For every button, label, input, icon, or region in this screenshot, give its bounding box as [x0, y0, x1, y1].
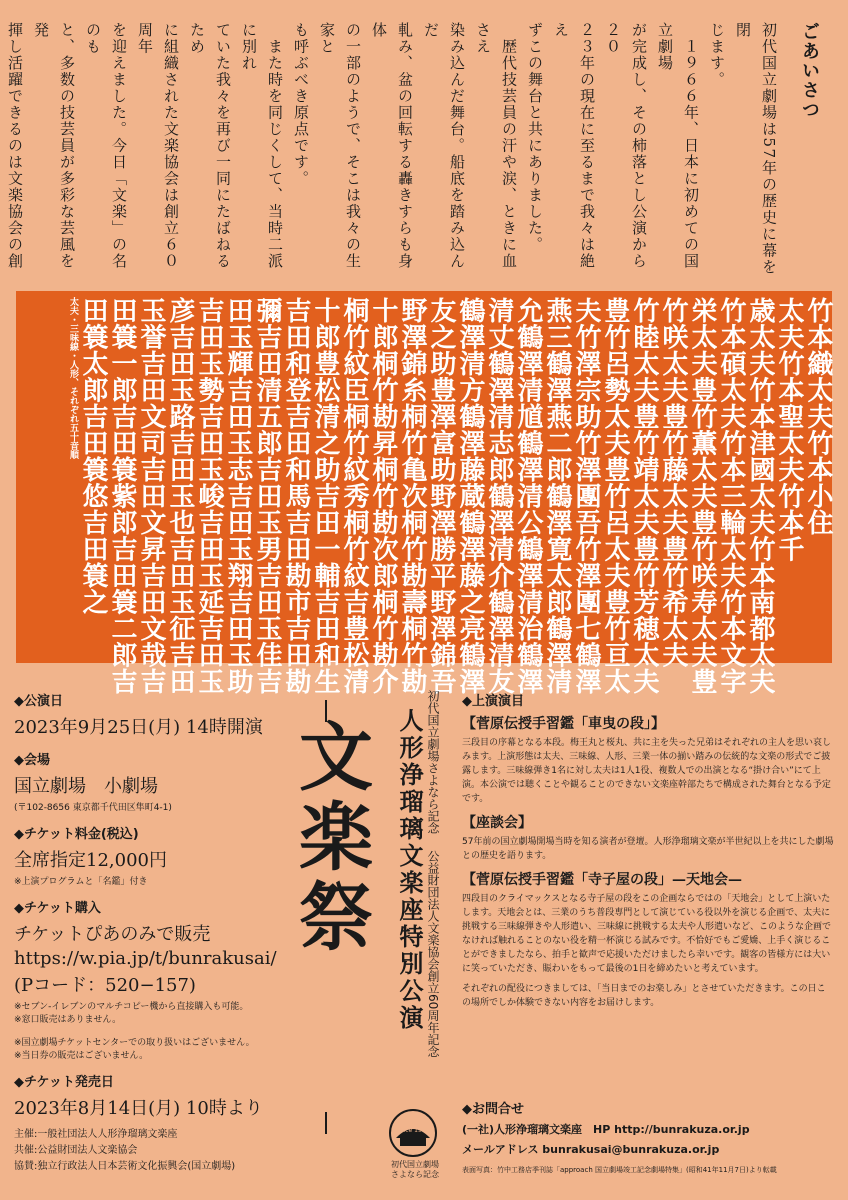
greeting-line: に組織された文楽協会は創立６０周年 — [136, 22, 180, 270]
greeting-line: ていた我々を再び一同にたばねるため — [188, 22, 232, 270]
performer-column: 十郎桐竹勘昇桐竹勘次郎桐竹勘介 — [368, 297, 398, 695]
greeting-line: 軋み、盆の回転する轟きすらも身体 — [370, 22, 414, 270]
greeting-line: と、多数の技芸員が多彩な芸風を発 — [32, 22, 76, 270]
performer-column: 田簑太郎吉田簑悠吉田簑之 — [78, 297, 108, 615]
performer-column: 清丈鶴澤清志郎鶴澤清介鶴澤清友 — [484, 297, 514, 695]
price-note: ※上演プログラムと「名鑑」付き — [14, 877, 148, 887]
co-organizer: 共催:公益財団法人文楽協会 — [14, 1145, 138, 1156]
performer-column: 太夫竹本聖太夫竹本千 — [774, 297, 804, 562]
event-info — [14, 690, 284, 1130]
performers-band — [16, 291, 833, 695]
subtitle-small-1: 初代国立劇場さよなら記念 — [426, 690, 440, 834]
organizers — [14, 1127, 284, 1175]
greeting-line: じます。 — [708, 22, 726, 88]
greeting-title: ごあいさつ — [799, 22, 820, 120]
performer-column: 彌吉田清五郎吉田玉男吉田玉佳吉 — [252, 297, 282, 695]
purchase-note-3: ※国立劇場チケットセンターでの取り扱いはございません。 — [14, 1038, 255, 1048]
greeting-line: ２３年の現在に至るまで我々は絶え — [552, 22, 596, 270]
purchase-method: チケットぴあのみで販売 — [14, 924, 211, 945]
program-desc-2: 57年前の国立劇場開場当時を知る演者が登壇。人形浄瑠璃文楽が半世紀以上を共にした劇場との歴史を語ります。 — [462, 837, 834, 861]
price-heading: ◆チケット料金(税込) — [14, 827, 139, 842]
performer-column: 豊竹呂勢太夫豊竹呂太夫豊竹亘太 — [600, 297, 630, 695]
release-heading: ◆チケット発売日 — [14, 1075, 114, 1090]
greeting-line: 揮し活躍できるのは文楽協会の創 — [6, 22, 24, 270]
contact-website[interactable]: (一社)人形浄瑠璃文楽座 HP http://bunrakuza.or.jp — [462, 1123, 750, 1136]
spacer — [14, 1025, 284, 1035]
performer-column: 十郎豊松清之助吉田一輔吉田和生 — [310, 297, 340, 695]
purchase-note-2: ※窓口販売はありません。 — [14, 1015, 122, 1025]
program-desc-1: 三段目の序幕となる本段。梅王丸と桜丸、共に主を失った兄弟はそれぞれの主人を思い哀しみます。上演形態は太夫、三味線、人形、三業一体の揃い踏みの伝統的な文楽の形式でご披露します。三味線弾き1名に対し太夫は1人1役、複数人での出演となる“掛け合い”にて上演。本公演では聴くことや観ることのできない文楽座幹部たちで構成された舞台となる予定です。 — [462, 738, 832, 804]
program-desc-3: 四段目のクライマックスとなる寺子屋の段をこの企画ならではの「天地会」として上演いたします。天地会とは、三業のうち普段専門として演じている役以外を演じる企画で、太夫に挑戦する三味線弾きや人形遣い、三味線に挑戦する太夫や人形遣いなど、このような企画でなければ触れることのない役を精一杯演じる試みです。不恰好でもご愛嬌、上手く演じることができましたなら、拍手と歓声で応援いただけましたら幸いです。観客の皆様方には大いに笑っていただき、賑わいをもって最後の1日を締めたいと考えています。 — [462, 894, 832, 974]
venue-heading: ◆会場 — [14, 753, 50, 768]
subtitle-1: 人形浄瑠璃文楽座特別公演 — [395, 708, 424, 1032]
greeting-section — [6, 22, 822, 278]
performer-column: 吉田和登吉田和馬吉田勘市吉田勘 — [281, 297, 311, 695]
performer-column: 吉田玉勢吉田玉峻吉田玉延吉田玉 — [194, 297, 224, 695]
title-line-bottom — [325, 1112, 327, 1134]
program-title-3: 【菅原伝授手習鑑「寺子屋の段」—天地会— — [462, 872, 742, 888]
main-title: 文楽祭 — [287, 718, 373, 958]
performer-column: 桐竹紋臣桐竹紋秀桐竹紋吉豊松清 — [339, 297, 369, 695]
performer-column: 竹咲太夫豊竹藤太夫豊竹希太夫 — [658, 297, 688, 668]
greeting-line: の一部のようで、そこは我々の生家と — [318, 22, 362, 270]
emblem-caption: 初代国立劇場 さよなら記念 — [391, 1160, 439, 1179]
program-section — [462, 690, 834, 1016]
contact-section — [462, 1098, 834, 1175]
performer-column: 玉誉吉田文司吉田文昇吉田文哉吉 — [136, 297, 166, 695]
contact-email[interactable]: メールアドレス bunrakusai@bunrakuza.or.jp — [462, 1143, 720, 1156]
greeting-line: を迎えました。今日「文楽」の名のも — [84, 22, 128, 270]
emblem-text: since 1966 — [396, 1127, 430, 1134]
performer-column: 栄太夫豊竹薫太夫豊竹咲寿太夫豊 — [687, 297, 717, 695]
subtitle-small-2: 公益財団法人文楽協会創立60周年記念 — [426, 850, 440, 1058]
greeting-line: が完成し、その柿落とし公演から２０ — [604, 22, 648, 270]
performer-column: 夫竹澤宗助竹澤團吾竹澤團七鶴澤 — [571, 297, 601, 695]
performer-column: 野澤錦糸桐竹亀次桐竹勘壽桐竹勘 — [397, 297, 427, 695]
venue-name: 国立劇場 小劇場 — [14, 776, 158, 797]
greeting-line: 初代国立劇場は57年の歴史に幕を閉 — [734, 22, 778, 276]
performer-column: 竹本碩太夫竹本三輪太夫竹本文字 — [716, 297, 746, 695]
performer-column: 允鶴澤清馗鶴澤清公鶴澤清治鶴澤 — [513, 297, 543, 695]
greeting-line: また時を同じくして、当時二派に別れ — [240, 22, 284, 270]
performer-column: 燕三鶴澤燕二郎鶴澤寛太郎鶴澤清 — [542, 297, 572, 695]
performer-column: 友之助豊澤富助野澤勝平野澤錦吾 — [426, 297, 456, 695]
ticket-price: 全席指定12,000円 — [14, 850, 167, 871]
program-closing: それぞれの配役につきましては、「当日までのお楽しみ」とさせていただきます。この日この場所でしか体験できない内容をお届けします。 — [462, 984, 826, 1008]
greeting-line: 染み込んだ舞台。船底を踏み込んだ — [422, 22, 466, 270]
venue-address: (〒102-8656 東京都千代田区隼町4-1) — [14, 803, 172, 813]
performer-column: 竹本織太夫竹本小住 — [803, 297, 833, 536]
purchase-note-1: ※セブン-イレブンのマルチコピー機から直接購入も可能。 — [14, 1002, 249, 1012]
purchase-note-4: ※当日券の販売はございません。 — [14, 1051, 149, 1061]
date-heading: ◆公演日 — [14, 694, 63, 709]
performer-column: 彦吉田玉路吉田玉也吉田玉征吉田 — [165, 297, 195, 695]
p-code: (Pコード：520−157) — [14, 975, 196, 996]
greeting-line: ずこの舞台と共にありました。 — [526, 22, 544, 253]
organizer: 主催:一般社団法人人形浄瑠璃文楽座 — [14, 1129, 178, 1140]
theatre-emblem-icon — [388, 1108, 438, 1158]
performance-date: 2023年9月25日(月) 14時開演 — [14, 717, 263, 738]
program-title-2: 【座談会】 — [462, 815, 532, 831]
performer-column: 竹睦太夫豊竹靖太夫豊竹芳穂太夫 — [629, 297, 659, 695]
greeting-line: も呼ぶべき原点です。 — [292, 22, 310, 187]
performer-column: 田玉輝吉田玉志吉田玉翔吉田玉助 — [223, 297, 253, 695]
release-date: 2023年8月14日(月) 10時より — [14, 1098, 263, 1119]
purchase-heading: ◆チケット購入 — [14, 901, 101, 916]
photo-credit: 表面写真：竹中工務店季刊誌「approach 国立劇場竣工記念劇場特集」(昭和41年11月7日)より転載 — [462, 1166, 777, 1174]
program-heading: ◆上演演目 — [462, 694, 524, 709]
ticket-url[interactable]: https://w.pia.jp/t/bunrakusai/ — [14, 948, 277, 969]
greeting-line: １９６６年、日本に初めての国立劇場 — [656, 22, 700, 270]
performer-column: 田簑一郎吉田簑紫郎吉田簑二郎吉 — [107, 297, 137, 695]
contact-heading: ◆お問合せ — [462, 1102, 524, 1117]
performer-column: 歳太夫竹本津國太夫竹本南都太夫 — [745, 297, 775, 695]
greeting-line: 歴代技芸員の汗や涙、ときに血さえ — [474, 22, 518, 270]
performers-note: 太夫・三味線・人形、それぞれ五十音順 — [68, 297, 78, 459]
sponsor: 協賛:独立行政法人日本芸術文化振興会(国立劇場) — [14, 1161, 236, 1172]
program-title-1: 【菅原伝授手習鑑「車曳の段」】 — [462, 716, 665, 732]
performer-column: 鶴澤清方鶴澤藤蔵鶴澤藤之亮鶴澤 — [455, 297, 485, 695]
